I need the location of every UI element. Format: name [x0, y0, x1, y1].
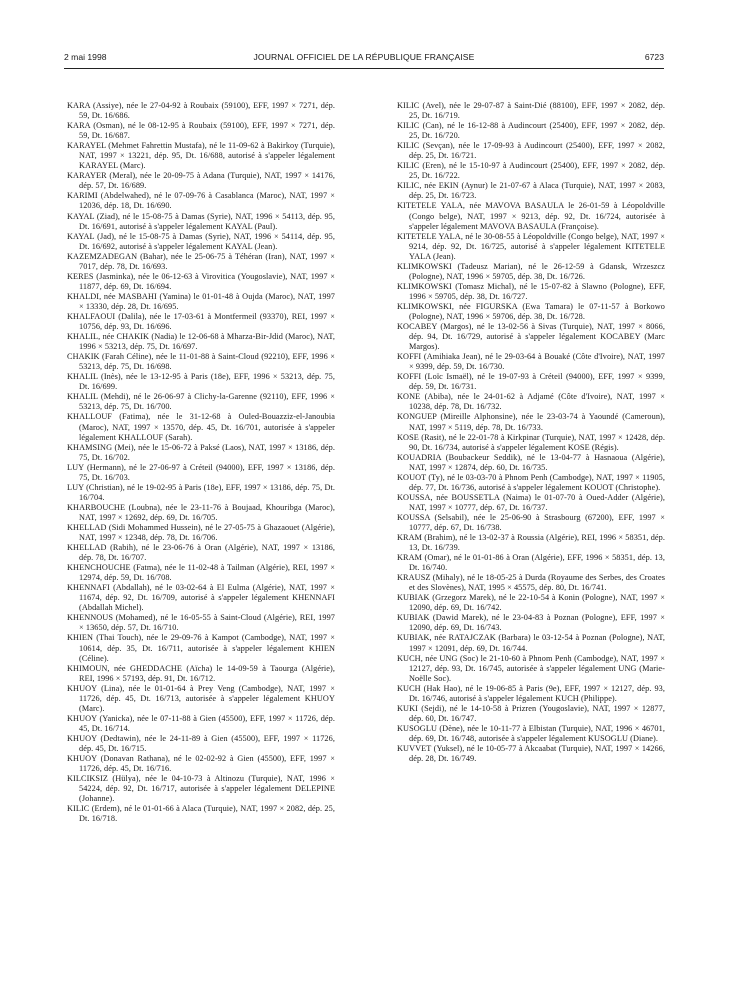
- register-entry: KILIC (Eren), né le 15-10-97 à Audincourt (25400), EFF, 1997 × 2082, dép. 25, Dt. 16/722.: [397, 161, 665, 181]
- register-entry: KAZEMZADEGAN (Bahar), née le 25-06-75 à Téhéran (Iran), NAT, 1997 × 7017, dép. 78, Dt. 16/693.: [67, 251, 335, 271]
- register-entry: KARAYEL (Mehmet Fahrettin Mustafa), né le 11-09-62 à Bakirkoy (Turquie), NAT, 1997 × 13221, dép. 95, Dt. 16/688, autorisé à s'appeler légalement KARAYEL (Marc).: [67, 141, 335, 171]
- register-entry: KHALDI, née MASBAHI (Yamina) le 01-01-48 à Oujda (Maroc), NAT, 1997 × 13330, dép. 28, Dt. 16/695.: [67, 291, 335, 311]
- register-entry: KUBIAK (Dawid Marek), né le 23-04-83 à Poznan (Pologne), EFF, 1997 × 12090, dép. 69, Dt. 16/743.: [397, 613, 665, 633]
- column-left: [67, 101, 335, 824]
- register-entry: KOFFI (Loïc Ismaël), né le 19-07-93 à Créteil (94000), EFF, 1997 × 9399, dép. 59, Dt. 16/731.: [397, 372, 665, 392]
- register-entry: KOSE (Rasit), né le 22-01-78 à Kirkpinar (Turquie), NAT, 1997 × 12428, dép. 90, Dt. 16/734, autorisé à s'appeler légalement KOSE (Régis).: [397, 432, 665, 452]
- register-entry: KUCH (Hak Hao), né le 19-06-85 à Paris (9e), EFF, 1997 × 12127, dép. 93, Dt. 16/746, autorisé à s'appeler légalement KUCH (Philippe).: [397, 683, 665, 703]
- register-entry: KOUOT (Ty), né le 03-03-70 à Phnom Penh (Cambodge), NAT, 1997 × 11905, dép. 77, Dt. 16/736, autorisé à s'appeler légalement KOUOT (Christophe).: [397, 472, 665, 492]
- register-entry: KHARBOUCHE (Loubna), née le 23-11-76 à Boujaad, Khouribga (Maroc), NAT, 1997 × 12692, dép. 69, Dt. 16/705.: [67, 502, 335, 522]
- register-entry: KRAM (Brahim), né le 13-02-37 à Roussia (Algérie), REI, 1996 × 58351, dép. 13, Dt. 16/739.: [397, 533, 665, 553]
- register-entry: KLIMKOWSKI (Tomasz Michal), né le 15-07-82 à Slawno (Pologne), EFF, 1996 × 59705, dép. 38, Dt. 16/727.: [397, 281, 665, 301]
- register-entry: KERES (Jasminka), née le 06-12-63 à Virovitica (Yougoslavie), NAT, 1997 × 11877, dép. 69, Dt. 16/694.: [67, 271, 335, 291]
- register-entry: LUY (Hermann), né le 27-06-97 à Créteil (94000), EFF, 1997 × 13186, dép. 75, Dt. 16/703.: [67, 462, 335, 482]
- register-entry: KHENNAFI (Abdallah), né le 03-02-64 à El Eulma (Algérie), NAT, 1997 × 11674, dép. 92, Dt. 16/709, autorisé à s'appeler légalement KHENNAFI (Abdallah Michel).: [67, 583, 335, 613]
- register-entry: KITETELE YALA, née MAVOVA BASAULA le 26-01-59 à Léopoldville (Congo belge), NAT, 1997 × 9213, dép. 92, Dt. 16/724, autorisée à s'appeler légalement MAVOVA BASAULA (Françoise).: [397, 201, 665, 231]
- register-entry: KILIC (Can), né le 16-12-88 à Audincourt (25400), EFF, 1997 × 2082, dép. 25, Dt. 16/720.: [397, 121, 665, 141]
- register-entry: KHIMOUN, née GHEDDACHE (Aïcha) le 14-09-59 à Taourga (Algérie), REI, 1996 × 57193, dép. 91, Dt. 16/712.: [67, 663, 335, 683]
- register-entry: KHALLOUF (Fatima), née le 31-12-68 à Ouled-Bouazziz-el-Janoubia (Maroc), NAT, 1997 × 13570, dép. 45, Dt. 16/701, autorisée à s'appeler légalement KHALLOUF (Sarah).: [67, 412, 335, 442]
- register-entry: KHALIL, née CHAKIK (Nadia) le 12-06-68 à Mharza-Bir-Jdid (Maroc), NAT, 1996 × 53213, dép. 75, Dt. 16/697.: [67, 332, 335, 352]
- register-entry: KILIC (Sevçan), née le 17-09-93 à Audincourt (25400), EFF, 1997 × 2082, dép. 25, Dt. 16/721.: [397, 141, 665, 161]
- register-entry: KUCH, née UNG (Soc) le 21-10-60 à Phnom Penh (Cambodge), NAT, 1997 × 12127, dép. 93, Dt. 16/745, autorisée à s'appeler légalement UNG (Marie-Noëlle Soc).: [397, 653, 665, 683]
- register-entry: KUKI (Sejdi), né le 14-10-58 à Prizren (Yougoslavie), NAT, 1997 × 12877, dép. 60, Dt. 16/747.: [397, 703, 665, 723]
- register-entry: KAYAL (Ziad), né le 15-08-75 à Damas (Syrie), NAT, 1996 × 54113, dép. 95, Dt. 16/691, autorisé à s'appeler légalement KAYAL (Paul).: [67, 211, 335, 231]
- register-entry: KHENCHOUCHE (Fatma), née le 11-02-48 à Tailman (Algérie), REI, 1997 × 12974, dép. 59, Dt. 16/708.: [67, 563, 335, 583]
- register-entry: KHALIL (Mehdi), né le 26-06-97 à Clichy-la-Garenne (92110), EFF, 1996 × 53213, dép. 75, Dt. 16/700.: [67, 392, 335, 412]
- register-entry: KHUOY (Yanicka), née le 07-11-88 à Gien (45500), EFF, 1997 × 11726, dép. 45, Dt. 16/714.: [67, 713, 335, 733]
- register-entry: KILIC, née EKIN (Aynur) le 21-07-67 à Alaca (Turquie), NAT, 1997 × 2083, dép. 25, Dt. 16/723.: [397, 181, 665, 201]
- register-entry: KILIC (Erdem), né le 01-01-66 à Alaca (Turquie), NAT, 1997 × 2082, dép. 25, Dt. 16/718.: [67, 804, 335, 824]
- register-entry: KONGUEP (Mireille Alphonsine), née le 23-03-74 à Yaoundé (Cameroun), NAT, 1997 × 5119, dép. 78, Dt. 16/733.: [397, 412, 665, 432]
- register-entry: KHALFAOUI (Dalila), née le 17-03-61 à Montfermeil (93370), REI, 1997 × 10756, dép. 93, Dt. 16/696.: [67, 311, 335, 332]
- page-header: [64, 52, 664, 66]
- header-rule: [64, 68, 664, 69]
- register-entry: KHUOY (Donavan Rathana), né le 02-02-92 à Gien (45500), EFF, 1997 × 11726, dép. 45, Dt. 16/716.: [67, 754, 335, 774]
- register-entry: KOUSSA (Selsabil), née le 25-06-90 à Strasbourg (67200), EFF, 1997 × 10777, dép. 67, Dt. 16/738.: [397, 512, 665, 532]
- register-entry: KUVVET (Yuksel), né le 10-05-77 à Akcaabat (Turquie), NAT, 1997 × 14266, dép. 28, Dt. 16/749.: [397, 744, 665, 764]
- register-entry: KONE (Abiba), née le 24-01-62 à Adjamé (Côte d'Ivoire), NAT, 1997 × 10238, dép. 78, Dt. 16/732.: [397, 392, 665, 412]
- register-entry: KRAUSZ (Mihaly), né le 18-05-25 à Durda (Royaume des Serbes, des Croates et des Slovènes), NAT, 1995 × 45575, dép. 80, Dt. 16/741.: [397, 573, 665, 593]
- register-entry: KUSOGLU (Dène), née le 10-11-77 à Elbistan (Turquie), NAT, 1996 × 46701, dép. 69, Dt. 16/748, autorisée à s'appeler légalement KUSOGLU (Diane).: [397, 723, 665, 743]
- register-entry: KHUOY (Dedtawin), née le 24-11-89 à Gien (45500), EFF, 1997 × 11726, dép. 45, Dt. 16/715.: [67, 733, 335, 753]
- register-entry: LUY (Christian), né le 19-02-95 à Paris (18e), EFF, 1997 × 13186, dép. 75, Dt. 16/704.: [67, 482, 335, 502]
- header-title: JOURNAL OFFICIEL DE LA RÉPUBLIQUE FRANÇAISE: [253, 52, 475, 62]
- register-entry: KLIMKOWSKI, née FIGURSKA (Ewa Tamara) le 07-11-57 à Borkowo (Pologne), NAT, 1996 × 59706, dép. 38, Dt. 16/728.: [397, 301, 665, 321]
- register-entry: KUBIAK (Grzegorz Marek), né le 22-10-54 à Konin (Pologne), NAT, 1997 × 12090, dép. 69, Dt. 16/742.: [397, 593, 665, 613]
- column-right: [397, 101, 665, 764]
- register-entry: KRAM (Omar), né le 01-01-86 à Oran (Algérie), EFF, 1996 × 58351, dép. 13, Dt. 16/740.: [397, 553, 665, 573]
- register-entry: KHIEN (Thai Touch), née le 29-09-76 à Kampot (Cambodge), NAT, 1997 × 10614, dép. 35, Dt. 16/711, autorisée à s'appeler légalement KHIEN (Céline).: [67, 633, 335, 663]
- register-entry: KHALIL (Inès), née le 13-12-95 à Paris (18e), EFF, 1996 × 53213, dép. 75, Dt. 16/699.: [67, 372, 335, 392]
- header-date: 2 mai 1998: [64, 52, 107, 62]
- register-entry: KILCIKSIZ (Hülya), née le 04-10-73 à Altinozu (Turquie), NAT, 1996 × 54224, dép. 92, Dt. 16/717, autorisée à s'appeler légalement DELEPINE (Johanne).: [67, 774, 335, 804]
- register-entry: KHELLAD (Sidi Mohammed Hussein), né le 27-05-75 à Ghazaouet (Algérie), NAT, 1997 × 12348, dép. 78, Dt. 16/706.: [67, 522, 335, 543]
- register-entry: KHELLAD (Rabih), né le 23-06-76 à Oran (Algérie), NAT, 1997 × 13186, dép. 78, Dt. 16/707.: [67, 543, 335, 563]
- register-entry: KHENNOUS (Mohamed), né le 16-05-55 à Saint-Cloud (Algérie), REI, 1997 × 13650, dép. 57, Dt. 16/710.: [67, 613, 335, 633]
- register-entry: KITETELE YALA, né le 30-08-55 à Léopoldville (Congo belge), NAT, 1997 × 9214, dép. 92, Dt. 16/725, autorisé à s'appeler légalement KITETELE YALA (Jean).: [397, 231, 665, 261]
- register-entry: KARAYER (Meral), née le 20-09-75 à Adana (Turquie), NAT, 1997 × 14176, dép. 57, Dt. 16/689.: [67, 171, 335, 191]
- register-entry: KOFFI (Amihiaka Jean), né le 29-03-64 à Bouaké (Côte d'Ivoire), NAT, 1997 × 9399, dép. 59, Dt. 16/730.: [397, 352, 665, 372]
- register-entry: KARA (Assiye), née le 27-04-92 à Roubaix (59100), EFF, 1997 × 7271, dép. 59, Dt. 16/686.: [67, 101, 335, 121]
- register-entry: KHUOY (Lina), née le 01-01-64 à Prey Veng (Cambodge), NAT, 1997 × 11726, dép. 45, Dt. 16/713, autorisée à s'appeler légalement KHUOY (Marc).: [67, 683, 335, 713]
- register-entry: KUBIAK, née RATAJCZAK (Barbara) le 03-12-54 à Poznan (Pologne), NAT, 1997 × 12091, dép. 69, Dt. 16/744.: [397, 633, 665, 653]
- register-entry: CHAKIK (Farah Céline), née le 11-01-88 à Saint-Cloud (92210), EFF, 1996 × 53213, dép. 75, Dt. 16/698.: [67, 352, 335, 372]
- register-entry: KILIC (Avel), née le 29-07-87 à Saint-Dié (88100), EFF, 1997 × 2082, dép. 25, Dt. 16/719.: [397, 101, 665, 121]
- register-entry: KLIMKOWSKI (Tadeusz Marian), né le 26-12-59 à Gdansk, Wrzeszcz (Pologne), NAT, 1996 × 59705, dép. 38, Dt. 16/726.: [397, 261, 665, 281]
- register-entry: KHAMSING (Mei), née le 15-06-72 à Paksé (Laos), NAT, 1997 × 13186, dép. 75, Dt. 16/702.: [67, 442, 335, 462]
- page-number: 6723: [644, 52, 664, 62]
- register-entry: KOCABEY (Margos), né le 13-02-56 à Sivas (Turquie), NAT, 1997 × 8066, dép. 94, Dt. 16/729, autorisé à s'appeler légalement KOCABEY (Marc Margos).: [397, 322, 665, 352]
- register-entry: KOUADRIA (Boubackeur Seddik), né le 13-04-77 à Hasnaoua (Algérie), NAT, 1997 × 12874, dép. 60, Dt. 16/735.: [397, 452, 665, 472]
- register-entry: KARA (Osman), né le 08-12-95 à Roubaix (59100), EFF, 1997 × 7271, dép. 59, Dt. 16/687.: [67, 121, 335, 141]
- register-entry: KARIMI (Abdelwahed), né le 07-09-76 à Casablanca (Maroc), NAT, 1997 × 12036, dép. 18, Dt. 16/690.: [67, 191, 335, 211]
- register-entry: KOUSSA, née BOUSSETLA (Naima) le 01-07-70 à Oued-Adder (Algérie), NAT, 1997 × 10777, dép. 67, Dt. 16/737.: [397, 492, 665, 512]
- register-entry: KAYAL (Jad), né le 15-08-75 à Damas (Syrie), NAT, 1996 × 54114, dép. 95, Dt. 16/692, autorisé à s'appeler légalement KAYAL (Jean).: [67, 231, 335, 251]
